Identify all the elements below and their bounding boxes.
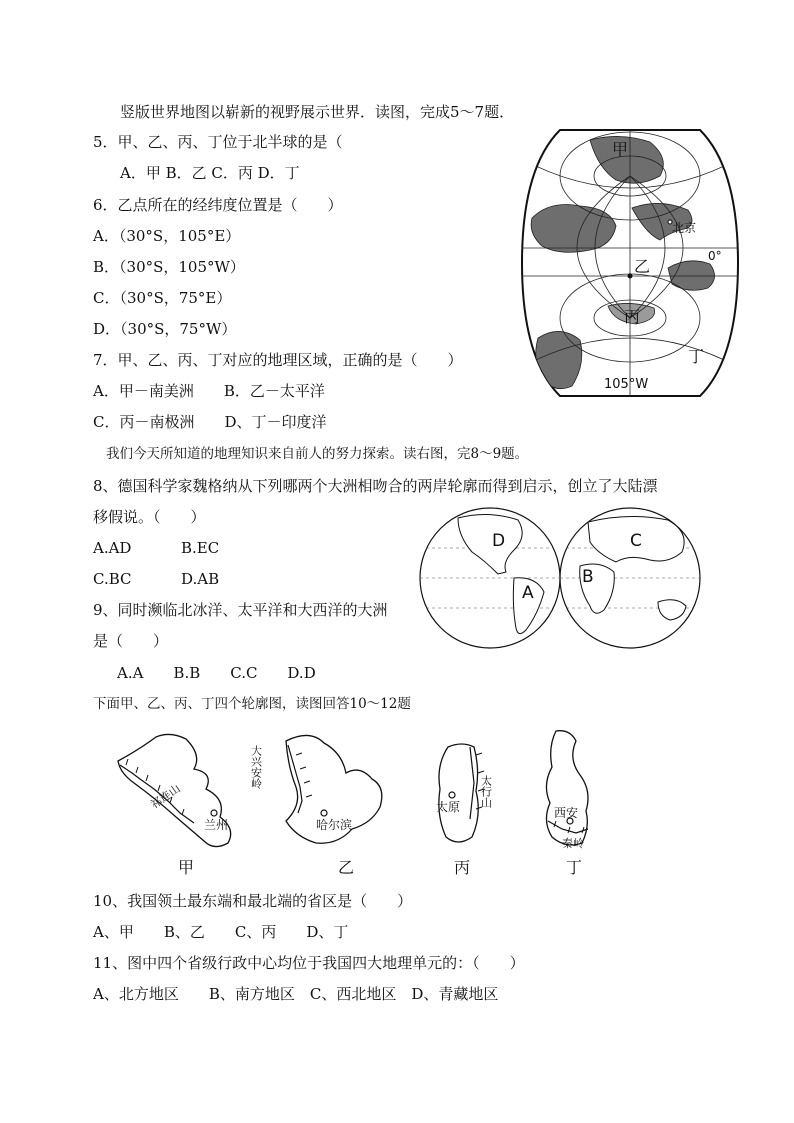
city-label-harbin: 哈尔滨 xyxy=(316,818,353,832)
q8-stem-line2: 移假说。（ ） xyxy=(93,508,206,526)
caption-bing: 丙 xyxy=(454,858,471,877)
caption-jia: 甲 xyxy=(178,858,195,877)
q8-option-c: C.BC xyxy=(93,570,132,588)
hemi-label-d: D xyxy=(492,531,506,551)
q7-options-row1: A．甲－南美洲 B．乙－太平洋 xyxy=(93,382,325,400)
mountain-label-qilian: 祁连山 xyxy=(148,781,183,812)
q6-stem: 6．乙点所在的经纬度位置是（ ） xyxy=(93,196,343,214)
two-hemisphere-map xyxy=(418,506,702,650)
q10-stem: 10、我国领土最东端和最北端的省区是（ ） xyxy=(93,892,413,910)
q5-options: A．甲 B．乙 C．丙 D．丁 xyxy=(120,164,300,182)
q11-options: A、北方地区 B、南方地区 C、西北地区 D、青藏地区 xyxy=(93,985,499,1003)
q11-stem: 11、图中四个省级行政中心均位于我国四大地理单元的：（ ） xyxy=(93,954,525,972)
intro-q10-12: 下面甲、乙、丙、丁四个轮廓图，读图回答10～12题 xyxy=(93,696,411,712)
hemi-label-c: C xyxy=(630,531,642,551)
q6-option-a: A．（30°S，105°E） xyxy=(93,227,241,245)
city-label-lanzhou: 兰州 xyxy=(204,818,229,832)
caption-ding: 丁 xyxy=(566,858,583,877)
mountain-label-taihang: 太行山 xyxy=(479,775,493,808)
q8-option-b: B.EC xyxy=(181,539,220,557)
globe-label-yi: 乙 xyxy=(634,257,651,276)
q8-stem-line1: 8、德国科学家魏格纳从下列哪两个大洲相吻合的两岸轮廓而得到启示，创立了大陆漂 xyxy=(93,477,658,495)
q9-stem-line1: 9、同时濒临北冰洋、太平洋和大西洋的大洲 xyxy=(93,601,388,619)
q5-stem: 5．甲、乙、丙、丁位于北半球的是（ xyxy=(93,133,343,151)
mountain-label-qinling: 秦岭 xyxy=(562,837,584,850)
q8-option-d: D.AB xyxy=(181,570,220,588)
globe-label-beijing: 北京 xyxy=(672,221,697,235)
province-outlines xyxy=(110,725,630,880)
vertical-world-map xyxy=(520,128,740,398)
mountain-label-daxinganling: 大兴安岭 xyxy=(249,745,263,789)
globe-label-bing: 丙 xyxy=(624,307,641,326)
intro-q5-7: 竖版世界地图以崭新的视野展示世界．读图，完成5～7题． xyxy=(120,103,515,121)
q7-stem: 7．甲、乙、丙、丁对应的地理区域，正确的是（ ） xyxy=(93,351,463,369)
hemi-label-a: A xyxy=(522,583,534,603)
globe-label-equator: 0° xyxy=(708,249,722,263)
caption-yi: 乙 xyxy=(338,858,355,877)
globe-label-ding: 丁 xyxy=(688,347,705,366)
q7-options-row2: C．丙－南极洲 D、丁－印度洋 xyxy=(93,413,327,431)
hemi-label-b: B xyxy=(582,567,594,587)
city-label-xian: 西安 xyxy=(554,806,579,820)
q6-option-b: B．（30°S，105°W） xyxy=(93,258,245,276)
q9-options: A.A B.B C.C D.D xyxy=(117,664,316,682)
globe-label-longitude: 105°W xyxy=(604,377,649,392)
q8-option-a: A.AD xyxy=(93,539,132,557)
globe-label-jia: 甲 xyxy=(612,140,629,159)
q6-option-d: D．（30°S，75°W） xyxy=(93,320,237,338)
q6-option-c: C．（30°S，75°E） xyxy=(93,289,232,307)
q10-options: A、甲 B、乙 C、丙 D、丁 xyxy=(93,923,349,941)
q9-stem-line2: 是（ ） xyxy=(93,632,169,650)
intro-q8-9: 我们今天所知道的地理知识来自前人的努力探索。读右图，完8～9题。 xyxy=(106,446,529,462)
city-label-taiyuan: 太原 xyxy=(436,800,461,814)
